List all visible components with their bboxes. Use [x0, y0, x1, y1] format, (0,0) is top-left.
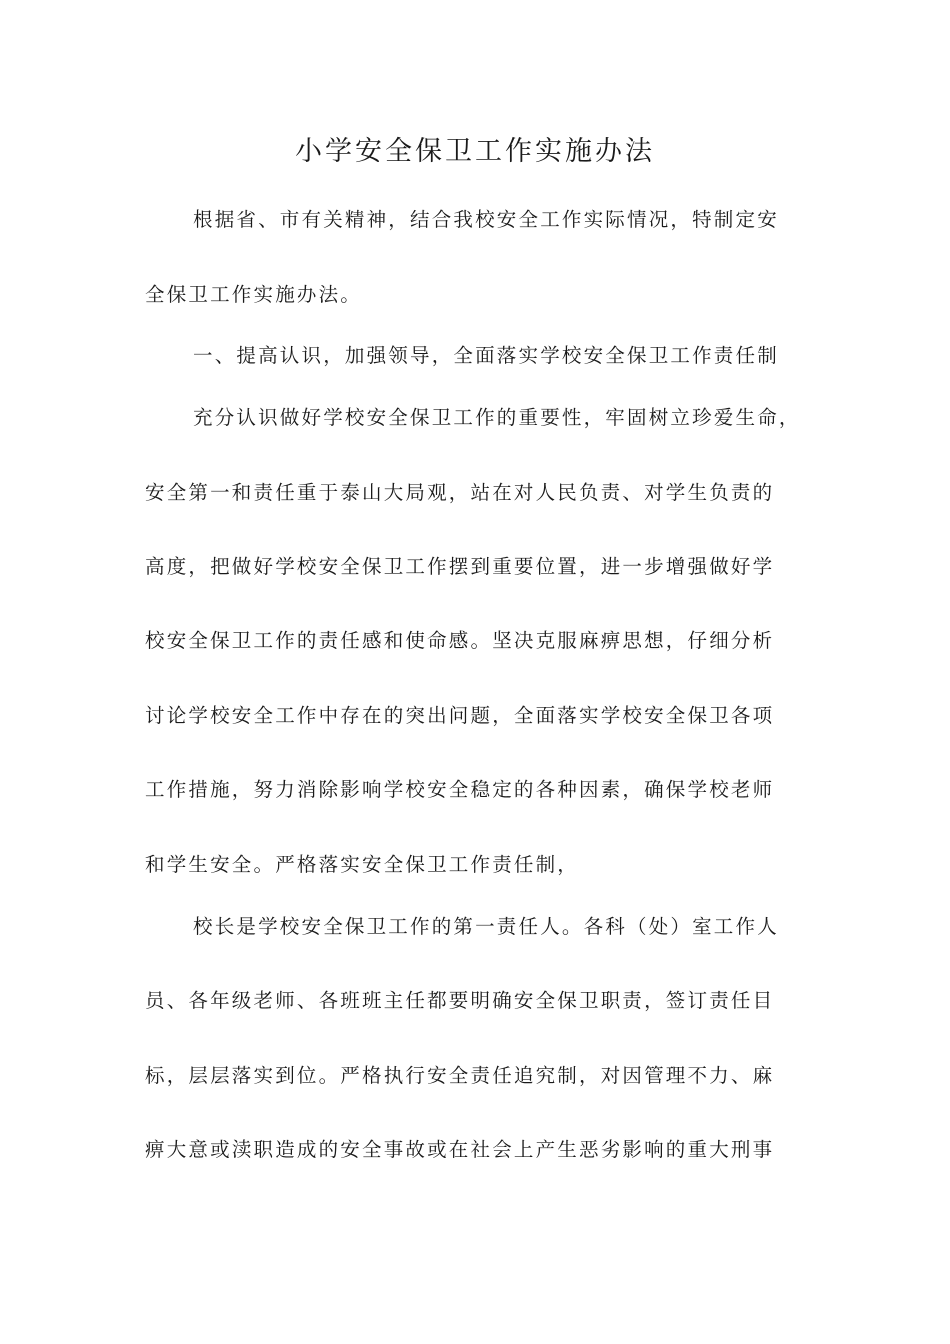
paragraph-line: 高度，把做好学校安全保卫工作摆到重要位置，进一步增强做好学 [145, 555, 775, 578]
paragraph-line: 痹大意或渎职造成的安全事故或在社会上产生恶劣影响的重大刑事 [145, 1138, 775, 1161]
paragraph-line: 安全第一和责任重于泰山大局观，站在对人民负责、对学生负责的 [145, 481, 775, 504]
paragraph-line: 校安全保卫工作的责任感和使命感。坚决克服麻痹思想，仔细分析 [145, 629, 775, 652]
paragraph-line: 根据省、市有关精神，结合我校安全工作实际情况，特制定安 [193, 208, 779, 231]
paragraph-line: 员、各年级老师、各班班主任都要明确安全保卫职责，签订责任目 [145, 989, 775, 1012]
section-heading: 一、提高认识，加强领导，全面落实学校安全保卫工作责任制 [193, 344, 779, 367]
paragraph-line: 标，层层落实到位。严格执行安全责任追究制，对因管理不力、麻 [145, 1064, 775, 1087]
paragraph-line: 和学生安全。严格落实安全保卫工作责任制， [145, 853, 580, 876]
paragraph-line: 充分认识做好学校安全保卫工作的重要性，牢固树立珍爱生命， [193, 406, 801, 429]
paragraph-line: 全保卫工作实施办法。 [145, 283, 363, 306]
document-title: 小学安全保卫工作实施办法 [295, 136, 655, 167]
paragraph-line: 校长是学校安全保卫工作的第一责任人。各科（处）室工作人 [193, 915, 779, 938]
paragraph-line: 讨论学校安全工作中存在的突出问题，全面落实学校安全保卫各项 [145, 704, 775, 727]
paragraph-line: 工作措施，努力消除影响学校安全稳定的各种因素，确保学校老师 [145, 778, 775, 801]
